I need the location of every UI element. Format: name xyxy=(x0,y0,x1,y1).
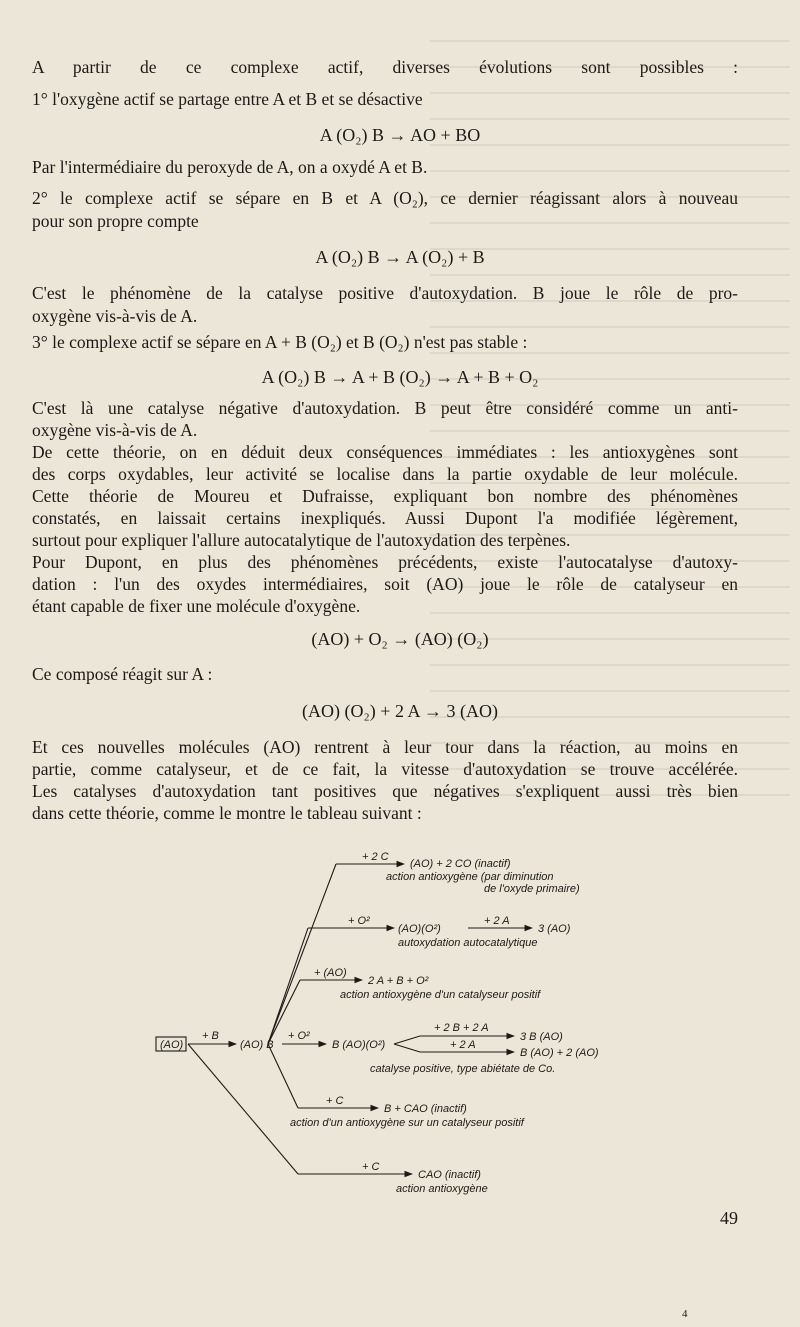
text-line: Pour Dupont, en plus des phénomènes précédents, existe l'autocatalyse d'autoxy- xyxy=(32,552,738,572)
reagent-label: + 2 C xyxy=(362,851,389,863)
reagent-label: + C xyxy=(326,1095,344,1107)
text-line: Ce composé réagit sur A : xyxy=(32,664,213,684)
reagent-label: + O² xyxy=(288,1030,310,1042)
equation: (AO) + O₂ → (AO) (O₂) xyxy=(311,629,489,649)
description-label: action antioxygène d'un catalyseur positif xyxy=(340,989,541,1001)
reaction-scheme xyxy=(0,840,800,1200)
text-line: dation : l'un des oxydes intermédiaires, soit (AO) joue le rôle de catalyseur en xyxy=(32,574,738,594)
intermediate-label: (AO) B xyxy=(240,1039,274,1051)
product-label: 3 B (AO) xyxy=(520,1031,563,1043)
branch-line xyxy=(188,1044,298,1174)
text-line: C'est le phénomène de la catalyse positive d'autoxydation. B joue le rôle de pro- xyxy=(32,283,738,303)
reagent-label: + 2 A xyxy=(450,1039,476,1051)
text-line: constatés, en laissait certains inexpliqués. Aussi Dupont l'a modifiée légèrement, xyxy=(32,508,738,528)
text-line: 2° le complexe actif se sépare en B et A (O₂), ce dernier réagissant alors à nouveau xyxy=(32,188,738,208)
text-line: pour son propre compte xyxy=(32,211,199,231)
text-line: dans cette théorie, comme le montre le tableau suivant : xyxy=(32,803,422,823)
text-line: A partir de ce complexe actif, diverses évolutions sont possibles : xyxy=(32,57,738,77)
text-line: surtout pour expliquer l'allure autocatalytique de l'autoxydation des terpènes. xyxy=(32,530,571,550)
description-label: action antioxygène (par diminution xyxy=(386,871,554,883)
product-label: CAO (inactif) xyxy=(418,1169,481,1181)
product-label: B + CAO (inactif) xyxy=(384,1103,467,1115)
equation: A (O₂) B → A + B (O₂) → A + B + O₂ xyxy=(261,367,539,387)
intermediate-label: B (AO)(O²) xyxy=(332,1039,386,1051)
description-label: de l'oxyde primaire) xyxy=(484,883,580,895)
branch-line xyxy=(268,864,336,1044)
product-label: 3 (AO) xyxy=(538,923,571,935)
start-label: (AO) xyxy=(160,1039,184,1051)
text-line: oxygène vis-à-vis de A. xyxy=(32,420,198,440)
page-number: 49 xyxy=(720,1208,738,1228)
branch-line xyxy=(268,928,308,1044)
text-line: 1° l'oxygène actif se partage entre A et B et se désactive xyxy=(32,89,423,109)
description-label: action antioxygène xyxy=(396,1183,488,1195)
text-line: Cette théorie de Moureu et Dufraisse, expliquant bon nombre des phénomènes xyxy=(32,486,738,506)
reaction-scheme-svg xyxy=(0,840,800,1200)
equation: A (O₂) B → A (O₂) + B xyxy=(315,247,485,267)
reagent-label: + 2 B + 2 A xyxy=(434,1022,489,1034)
text-line: Et ces nouvelles molécules (AO) rentrent à leur tour dans la réaction, au moins en xyxy=(32,737,738,757)
text-line: De cette théorie, on en déduit deux conséquences immédiates : les antioxygènes sont xyxy=(32,442,738,462)
equation: (AO) (O₂) + 2 A → 3 (AO) xyxy=(302,701,498,721)
text-line: des corps oxydables, leur activité se localise dans la partie oxydable de leur molécule. xyxy=(32,464,738,484)
product-label: B (AO) + 2 (AO) xyxy=(520,1047,599,1059)
description-label: action d'un antioxygène sur un catalyseur positif xyxy=(290,1117,524,1129)
branch-line xyxy=(394,1036,420,1044)
reagent-label: + 2 A xyxy=(484,915,510,927)
reagent-label: + B xyxy=(202,1030,219,1042)
text-line: étant capable de fixer une molécule d'oxygène. xyxy=(32,596,361,616)
text-line: Les catalyses d'autoxydation tant positives que négatives s'expliquent aussi très bien xyxy=(32,781,738,801)
reagent-label: + C xyxy=(362,1161,380,1173)
folio-mark: 4 xyxy=(682,1308,688,1320)
text-line: C'est là une catalyse négative d'autoxydation. B peut être considéré comme un anti- xyxy=(32,398,738,418)
product-label: 2 A + B + O² xyxy=(368,975,429,987)
reagent-label: + O² xyxy=(348,915,370,927)
text-line: partie, comme catalyseur, et de ce fait, la vitesse d'autoxydation se trouve accélérée. xyxy=(32,759,738,779)
equation: A (O₂) B → AO + BO xyxy=(319,125,481,145)
branch-line xyxy=(268,1044,298,1108)
description-label: catalyse positive, type abiétate de Co. xyxy=(370,1063,556,1075)
text-line: oxygène vis-à-vis de A. xyxy=(32,306,198,326)
text-line: Par l'intermédiaire du peroxyde de A, on a oxydé A et B. xyxy=(32,157,428,177)
text-line: 3° le complexe actif se sépare en A + B (O₂) et B (O₂) n'est pas stable : xyxy=(32,332,528,352)
reagent-label: + (AO) xyxy=(314,967,347,979)
product-label: (AO) + 2 CO (inactif) xyxy=(410,858,511,870)
branch-line xyxy=(394,1044,420,1052)
intermediate-label: (AO)(O²) xyxy=(398,923,441,935)
description-label: autoxydation autocatalytique xyxy=(398,937,538,949)
